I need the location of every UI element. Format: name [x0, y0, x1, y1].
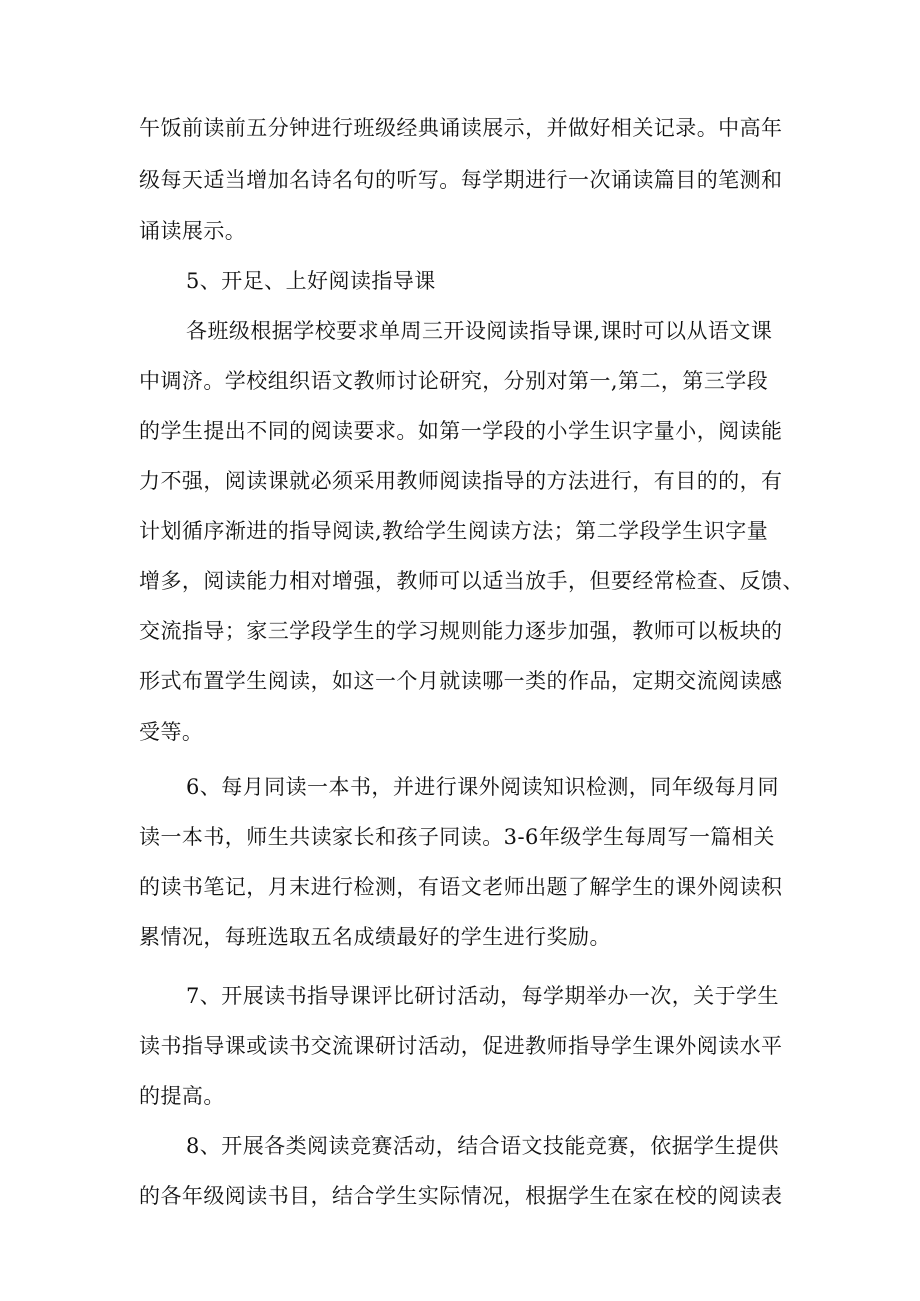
- text-line: 的各年级阅读书目，结合学生实际情况，根据学生在家在校的阅读表: [139, 1184, 783, 1208]
- text-line: 级每天适当增加名诗名句的听写。每学期进行一次诵读篇目的笔测和: [139, 168, 783, 192]
- text-line: 计划循序渐进的指导阅读,教给学生阅读方法；第二学段学生识字量: [139, 519, 769, 543]
- text-line: 形式布置学生阅读，如这一个月就读哪一类的作品，定期交流阅读感: [139, 669, 783, 693]
- text-line: 读书指导课或读书交流课研讨活动，促进教师指导学生课外阅读水平: [139, 1034, 783, 1058]
- text-line: 的提高。: [139, 1084, 225, 1108]
- text-line: 受等。: [139, 720, 204, 744]
- text-line: 各班级根据学校要求单周三开设阅读指导课,课时可以从语文课: [186, 319, 773, 343]
- text-line: 累情况，每班选取五名成绩最好的学生进行奖励。: [139, 925, 611, 949]
- text-line: 中调济。学校组织语文教师讨论研究，分别对第一,第二，第三学段: [139, 369, 769, 393]
- text-line: 的读书笔记，月末进行检测，有语文老师出题了解学生的课外阅读积: [139, 875, 783, 899]
- text-line: 午饭前读前五分钟进行班级经典诵读展示，并做好相关记录。中高年: [139, 116, 783, 140]
- text-line: 力不强，阅读课就必须采用教师阅读指导的方法进行，有目的的，有: [139, 469, 783, 493]
- text-line: 8、开展各类阅读竞赛活动，结合语文技能竞赛，依据学生提供: [186, 1134, 779, 1158]
- text-line: 7、开展读书指导课评比研讨活动，每学期举办一次，关于学生: [186, 984, 779, 1008]
- text-line: 读一本书，师生共读家长和孩子同读。3-6年级学生每周写一篇相关: [139, 825, 775, 849]
- text-line: 增多，阅读能力相对增强，教师可以适当放手，但要经常检查、反馈、: [139, 569, 804, 593]
- text-line: 交流指导；家三学段学生的学习规则能力逐步加强，教师可以板块的: [139, 619, 783, 643]
- section-heading: 5、开足、上好阅读指导课: [186, 269, 436, 293]
- text-line: 诵读展示。: [139, 219, 247, 243]
- text-line: 的学生提出不同的阅读要求。如第一学段的小学生识字量小，阅读能: [139, 419, 783, 443]
- text-line: 6、每月同读一本书，并进行课外阅读知识检测，同年级每月同: [186, 775, 779, 799]
